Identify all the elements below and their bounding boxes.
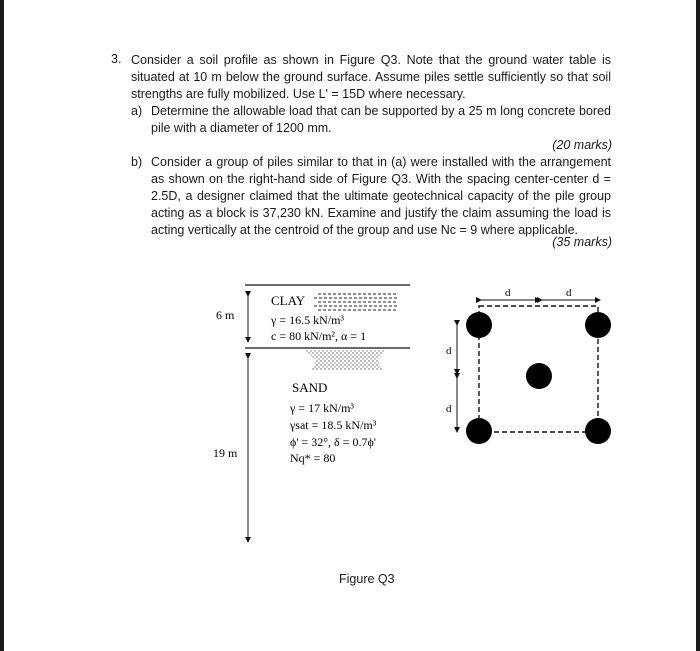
clay-hatch-symbol <box>314 294 398 310</box>
question-number: 3. <box>111 52 122 66</box>
clay-thickness-label: 6 m <box>216 308 235 322</box>
sand-bearing-factor: Nq* = 80 <box>290 451 336 465</box>
pile-bottom-left <box>466 418 492 444</box>
clay-unit-weight: γ = 16.5 kN/m³ <box>271 313 345 327</box>
spacing-label-left-lower: d <box>446 403 452 415</box>
sand-friction-angle: ϕ' = 32°, δ = 0.7ϕ' <box>290 435 376 449</box>
pile-top-right <box>585 312 611 338</box>
spacing-label-left-upper: d <box>446 345 452 357</box>
spacing-label-top-left: d <box>505 287 511 299</box>
question-intro: Consider a soil profile as shown in Figure Q3. Note that the ground water table is situated at 10 m below the ground surface. Assume piles settle sufficiently so that soil strengths are fully mobilized. Use L' = 15D where necessary. <box>131 53 611 101</box>
sand-unit-weight: γ = 17 kN/m³ <box>290 401 355 415</box>
figure-caption: Figure Q3 <box>339 572 395 586</box>
pile-top-left <box>466 312 492 338</box>
clay-name: CLAY <box>271 293 306 308</box>
part-a-text: Determine the allowable load that can be supported by a 25 m long concrete bored pile with a diameter of 1200 mm. <box>151 104 611 135</box>
clay-cohesion: c = 80 kN/m², α = 1 <box>271 329 367 343</box>
part-b-text: Consider a group of piles similar to that in (a) were installed with the arrangement as shown on the right-hand side of Figure Q3. With the spacing center-center d = 2.5D, a designer claimed that the ultimate geotechnical capacity of the pile group acting as a block is 37,230 kN. Examine and justify the claim assuming the load is acting vertically at the centroid of the group and use Nc = 9 where applicable. <box>151 155 611 237</box>
pile-center <box>526 363 552 389</box>
part-b-marks: (35 marks) <box>552 235 612 249</box>
part-b-label: b) <box>131 155 143 169</box>
sand-saturated-unit-weight: γsat = 18.5 kN/m³ <box>290 418 377 432</box>
part-a-marks: (20 marks) <box>552 138 612 152</box>
sand-name: SAND <box>292 380 328 395</box>
soil-profile <box>213 285 410 540</box>
sand-thickness-label: 19 m <box>213 446 238 460</box>
spacing-label-top-right: d <box>566 287 572 299</box>
pile-group-plan <box>446 287 611 444</box>
sand-stipple-symbol <box>305 350 385 370</box>
part-a-label: a) <box>131 104 143 118</box>
pile-bottom-right <box>585 418 611 444</box>
